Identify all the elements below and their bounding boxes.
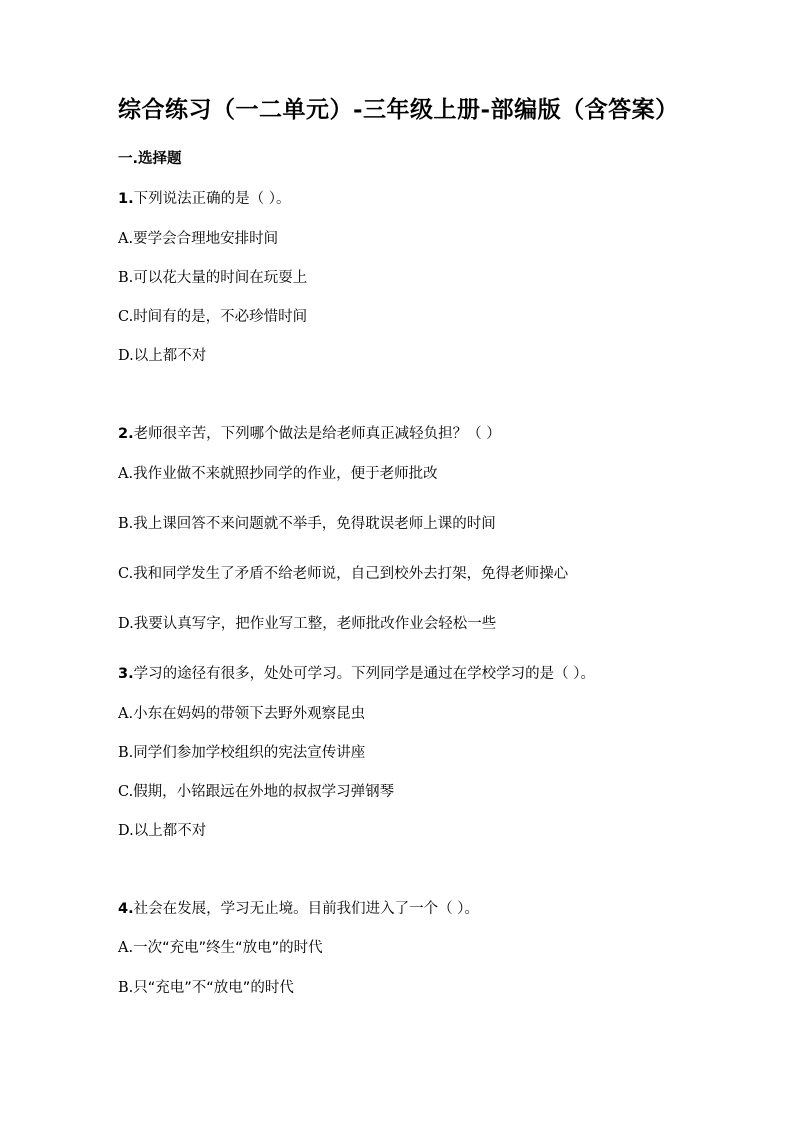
option-letter: C. bbox=[118, 566, 134, 582]
option-text: 可以花大量的时间在玩耍上 bbox=[133, 270, 308, 286]
option-text: 我和同学发生了矛盾不给老师说，自己到校外去打架，免得老师操心 bbox=[133, 566, 569, 582]
option-letter: B. bbox=[118, 270, 134, 286]
document-title: 综合练习（一二单元）-三年级上册-部编版（含答案） bbox=[118, 96, 679, 123]
option-text: 同学们参加学校组织的宪法宣传讲座 bbox=[133, 745, 366, 761]
option-letter: D. bbox=[118, 823, 134, 839]
option-text: 一次“充电”终生“放电”的时代 bbox=[133, 940, 323, 956]
question-4-option-a bbox=[118, 936, 323, 957]
question-4-stem bbox=[118, 897, 479, 918]
option-letter: C. bbox=[118, 309, 134, 325]
question-2-option-c bbox=[118, 562, 568, 583]
question-text: 下列说法正确的是（ ）。 bbox=[133, 191, 291, 207]
section-heading: 一.选择题 bbox=[118, 151, 182, 167]
option-text: 只“充电”不“放电”的时代 bbox=[133, 980, 294, 996]
option-text: 以上都不对 bbox=[133, 348, 207, 364]
question-3-option-a bbox=[118, 702, 365, 723]
question-number: 2. bbox=[118, 426, 134, 442]
option-text: 小东在妈妈的带领下去野外观察昆虫 bbox=[133, 706, 366, 722]
option-text: 我要认真写字，把作业写工整，老师批改作业会轻松一些 bbox=[133, 616, 497, 632]
question-2-option-d bbox=[118, 612, 496, 633]
option-letter: A. bbox=[118, 466, 134, 482]
question-1-option-c bbox=[118, 305, 307, 326]
option-text: 我作业做不来就照抄同学的作业，便于老师批改 bbox=[133, 466, 438, 482]
question-text: 社会在发展，学习无止境。目前我们进入了一个（ ）。 bbox=[133, 901, 479, 917]
question-number: 1. bbox=[118, 191, 134, 207]
option-letter: D. bbox=[118, 348, 134, 364]
option-letter: C. bbox=[118, 784, 134, 800]
question-text: 老师很辛苦，下列哪个做法是给老师真正减轻负担？（ ） bbox=[133, 426, 501, 442]
option-text: 我上课回答不来问题就不举手，免得耽误老师上课的时间 bbox=[133, 516, 496, 532]
option-text: 要学会合理地安排时间 bbox=[133, 231, 279, 247]
option-letter: B. bbox=[118, 745, 134, 761]
option-text: 以上都不对 bbox=[133, 823, 207, 839]
option-letter: A. bbox=[118, 706, 134, 722]
question-3-stem bbox=[118, 662, 595, 683]
question-1-option-a bbox=[118, 227, 278, 248]
option-letter: B. bbox=[118, 516, 134, 532]
question-3-option-c bbox=[118, 780, 394, 801]
question-1-option-b bbox=[118, 266, 307, 287]
option-text: 时间有的是，不必珍惜时间 bbox=[133, 309, 308, 325]
question-3-option-d bbox=[118, 819, 206, 840]
question-3-option-b bbox=[118, 741, 365, 762]
option-text: 假期，小铭跟远在外地的叔叔学习弹钢琴 bbox=[133, 784, 395, 800]
question-1-stem bbox=[118, 187, 290, 208]
question-4-option-b bbox=[118, 976, 294, 997]
question-2-stem bbox=[118, 422, 501, 443]
question-2-option-b bbox=[118, 512, 496, 533]
question-text: 学习的途径有很多，处处可学习。下列同学是通过在学校学习的是（ ）。 bbox=[133, 666, 595, 682]
option-letter: B. bbox=[118, 980, 134, 996]
question-number: 4. bbox=[118, 901, 134, 917]
option-letter: D. bbox=[118, 616, 134, 632]
option-letter: A. bbox=[118, 940, 134, 956]
question-2-option-a bbox=[118, 462, 438, 483]
question-number: 3. bbox=[118, 666, 134, 682]
question-1-option-d bbox=[118, 344, 206, 365]
option-letter: A. bbox=[118, 231, 134, 247]
